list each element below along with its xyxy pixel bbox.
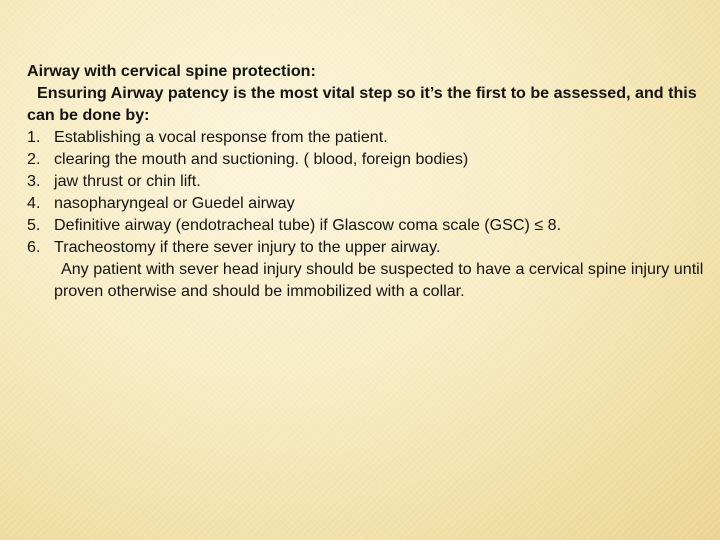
list-item [27, 170, 707, 192]
list-item-number: 3. [27, 172, 41, 190]
list-item-text: Definitive airway (endotracheal tube) if Glascow coma scale (GSC) ≤ 8. [54, 216, 562, 234]
list-item [27, 236, 707, 258]
list-item-text: Establishing a vocal response from the patient. [54, 128, 388, 146]
list-item-text: Tracheostomy if there sever injury to the upper airway. [54, 238, 441, 256]
list-item-text: nasopharyngeal or Guedel airway [54, 194, 295, 212]
list-item [27, 126, 707, 148]
list-item-number: 2. [27, 150, 41, 168]
list-item-text: jaw thrust or chin lift. [54, 172, 201, 190]
list-item [27, 192, 707, 214]
slide-content [27, 60, 707, 302]
intro-paragraph: Ensuring Airway patency is the most vital step so it’s the first to be assessed, and this can be done by: [27, 84, 697, 124]
list-item-number: 4. [27, 194, 41, 212]
airway-steps-list [27, 126, 707, 258]
list-item [27, 214, 707, 236]
list-item-number: 5. [27, 216, 41, 234]
list-item-number: 6. [27, 238, 41, 256]
list-item [27, 148, 707, 170]
list-item-text: clearing the mouth and suctioning. ( blood, foreign bodies) [54, 150, 469, 168]
section-heading: Airway with cervical spine protection: [27, 62, 316, 80]
closing-note: Any patient with sever head injury should be suspected to have a cervical spine injury until proven otherwise and should be immobilized with a collar. [54, 260, 704, 300]
list-item-number: 1. [27, 128, 41, 146]
